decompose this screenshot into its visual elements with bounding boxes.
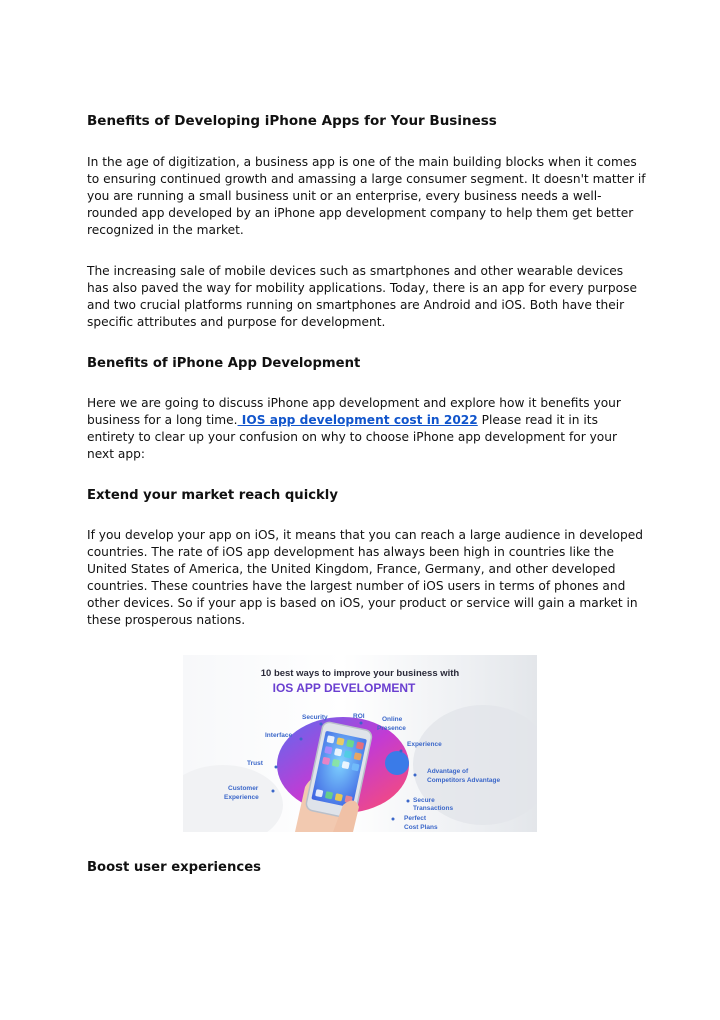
label-customer: Customer [228,785,259,792]
connector-dot [272,790,275,793]
paragraph-intro: In the age of digitization, a business app is one of the main building blocks when it comes to ensuring continued growth and amassing a large consumer segment. It doesn't matter if you are running a small business unit or an enterprise, every business needs a well-rounded app developed by an iPhone app development company to help them get better recognized in the market. [87,155,646,237]
connector-dot [400,750,403,753]
section-heading-market-reach: Extend your market reach quickly [87,488,338,503]
label-trust: Trust [247,760,263,767]
connector-dot [407,800,410,803]
document-body [87,110,647,629]
label-perfect: Perfect [404,815,427,822]
ios-cost-link[interactable]: IOS app development cost in 2022 [237,413,478,427]
section-heading-benefits: Benefits of iPhone App Development [87,356,361,371]
label-interface: Interface [265,732,293,739]
page-title: Benefits of Developing iPhone Apps for Your Business [87,113,497,129]
label-advantage-2: Competitors Advantage [427,777,501,784]
infographic-image [183,655,537,832]
paragraph-market-reach: If you develop your app on iOS, it means that you can reach a large audience in developed countries. The rate of iOS app development has always been high in countries like the United States of America, the United Kingdom, France, Germany, and other developed countries. These countries have the largest number of iOS users in terms of phones and other devices. So if your app is based on iOS, your product or service will gain a market in these prosperous nations. [87,528,643,627]
connector-dot [360,722,363,725]
connector-dot [320,723,323,726]
paragraph-discussion-text-1: Here we are going to discuss iPhone app development and explore how it benefits your business for a long time. [87,396,621,427]
section-heading-user-experiences: Boost user experiences [87,860,261,875]
label-experience: Experience [407,741,442,748]
label-roi: ROI [353,713,365,720]
paragraph-mobile-devices: The increasing sale of mobile devices such as smartphones and other wearable devices has also paved the way for mobility applications. Today, there is an app for every purpose and two crucial platforms running on smartphones are Android and iOS. Both have their specific attributes and purpose for development. [87,264,637,329]
label-presence: Presence [377,725,406,732]
infographic-title-line-1: 10 best ways to improve your business with [260,668,460,679]
connector-dot [275,766,278,769]
label-transactions: Transactions [413,805,454,812]
label-secure: Secure [413,797,435,804]
infographic-title-line-2: IOS APP DEVELOPMENT [272,681,416,695]
label-customer-experience: Experience [224,794,259,801]
connector-dot [300,738,303,741]
label-online: Online [382,716,403,723]
label-advantage-1: Advantage of [427,768,469,775]
connector-dot [392,818,395,821]
label-cost-plans: Cost Plans [404,824,438,831]
paragraph-discussion-text-2: Please read it in its entirety to clear up your confusion on why to choose iPhone app development for your next app: [87,413,617,461]
connector-dot [414,774,417,777]
paragraph-discussion [87,395,647,463]
accent-dot [385,751,409,775]
label-security: Security [302,714,328,721]
